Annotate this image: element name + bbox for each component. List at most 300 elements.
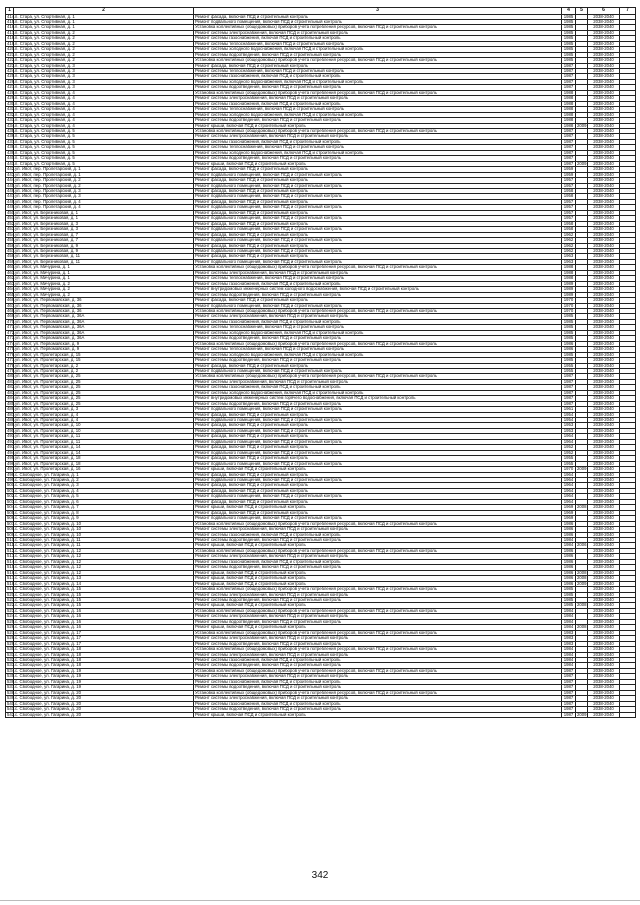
row-number-cell: 480. [7, 373, 16, 379]
column-number: 6 [588, 8, 620, 15]
build-year-cell: 1985 [562, 52, 576, 57]
address-cell: ул. Ивот, ул. Первомайская, д. 36А [14, 336, 194, 341]
build-year-cell: 1987 [562, 685, 576, 690]
address-cell: с. Свободное, ул. Гагарина, д. 9 [14, 516, 194, 521]
build-year-cell: 1988 [562, 101, 576, 106]
address-cell: с. Свободное, ул. Гагарина, д. 15 [14, 587, 194, 592]
work-type-cell: Ремонт системы теплоснабжения, включая ПСД и строительный контроль [194, 347, 562, 352]
row-number-cell: 447. [7, 193, 16, 199]
row-number-cell: 420. [7, 46, 16, 52]
build-year-cell: 1987 [562, 401, 576, 406]
build-year-cell: 1985 [562, 36, 576, 41]
work-type-cell: Ремонт системы газоснабжения, включая ПСД и строительный контроль [194, 281, 562, 286]
address-cell: с. Свободное, ул. Гагарина, д. 18 [14, 657, 194, 662]
address-cell: ул. Ивот, ул. Пролетарская, д. 15 [14, 358, 194, 363]
work-type-cell: Установка коллективных (общедомовых) приборов учета потребления ресурсов, включая ПСД и строительный контроль [194, 341, 562, 346]
address-cell: ул. Ивот, пер. Пролетарский, д. 4 [14, 199, 194, 204]
build-year-cell: 1962 [562, 243, 576, 248]
column-number: 3 [194, 8, 562, 15]
address-cell: с. Свободное, ул. Гагарина, д. 20 [14, 707, 194, 712]
address-cell: ул. Ивот, пер. Пролетарский, д. 3 [14, 194, 194, 199]
build-year-cell: 1962 [562, 232, 576, 237]
planned-period-cell: 2038-2040 [588, 238, 620, 243]
planned-period-cell: 2038-2040 [588, 668, 620, 673]
work-type-cell: Ремонт системы электроснабжения, включая ПСД и строительный контроль [194, 96, 562, 101]
row-number-cell: 532. [7, 656, 16, 662]
row-number-cell: 462. [7, 275, 16, 281]
row-number-cell: 516. [7, 569, 16, 575]
build-year-cell: 1985 [562, 336, 576, 341]
work-type-cell: Ремонт фасада, включая ПСД и строительный контроль [194, 510, 562, 515]
address-cell: с. Свободное, ул. Гагарина, д. 17 [14, 641, 194, 646]
work-type-cell: Ремонт системы холодного водоснабжения, включая ПСД и строительный контроль [194, 390, 562, 395]
planned-period-cell: 2038-2040 [588, 570, 620, 575]
address-cell: п. Стара, ул. Спортивная, д. 4 [14, 123, 194, 128]
planned-period-cell: 2038-2040 [588, 248, 620, 253]
address-cell: п. Стара, ул. Спортивная, д. 5 [14, 145, 194, 150]
planned-period-cell: 2038-2040 [588, 538, 620, 543]
planned-period-cell: 2038-2040 [588, 58, 620, 63]
work-type-cell: Ремонт фасада, включая ПСД и строительный контроль [194, 178, 562, 183]
row-number-cell: 463. [7, 280, 16, 286]
build-year-cell: 1984 [562, 657, 576, 662]
address-cell: ул. Ивот, ул. Березниковая, д. 3 [14, 221, 194, 226]
planned-period-cell: 2038-2040 [588, 707, 620, 712]
build-year-cell: 1984 [562, 543, 576, 548]
row-number-cell: 537. [7, 684, 16, 690]
build-year-cell: 1985 [562, 19, 576, 24]
row-number-cell: 486. [7, 406, 16, 412]
planned-period-cell: 2038-2040 [588, 178, 620, 183]
address-cell: с. Свободное, ул. Гагарина, д. 18 [14, 663, 194, 668]
last-repair-year-cell: 2009 [577, 160, 587, 166]
planned-period-cell: 2038-2040 [588, 41, 620, 46]
address-cell: с. Свободное, ул. Гагарина, д. 15 [14, 592, 194, 597]
work-type-cell: Ремонт подвального помещения, включая ПСД и строительный контроль [194, 461, 562, 466]
address-cell: с. Свободное, ул. Гагарина, д. 12 [14, 565, 194, 570]
build-year-cell: 1957 [562, 199, 576, 204]
row-number-cell: 425. [7, 73, 16, 79]
work-type-cell: Ремонт системы газоснабжения, включая ПСД и строительный контроль [194, 74, 562, 79]
row-number-cell: 495. [7, 455, 16, 461]
address-cell: с. Свободное, ул. Гагарина, д. 14 [14, 581, 194, 586]
row-number-cell: 535. [7, 673, 16, 679]
planned-period-cell: 2038-2040 [588, 221, 620, 226]
planned-period-cell: 2038-2040 [588, 647, 620, 652]
work-type-cell: Ремонт фасада, включая ПСД и строительный контроль [194, 221, 562, 226]
address-cell: п. Стара, ул. Спортивная, д. 2 [14, 58, 194, 63]
work-type-cell: Ремонт подвального помещения, включая ПСД и строительный контроль [194, 418, 562, 423]
address-cell: с. Свободное, ул. Гагарина, д. 19 [14, 685, 194, 690]
address-cell: п. Стара, ул. Спортивная, д. 4 [14, 96, 194, 101]
work-type-cell: Ремонт системы водоотведения, включая ПСД и строительный контроль [194, 685, 562, 690]
address-cell: п. Стара, ул. Спортивная, д. 5 [14, 129, 194, 134]
planned-period-cell: 2038-2040 [588, 499, 620, 504]
row-number-cell: 514. [7, 558, 16, 564]
planned-period-cell: 2038-2040 [588, 396, 620, 401]
build-year-cell: 1970 [562, 467, 576, 472]
planned-period-cell: 2038-2040 [588, 79, 620, 84]
work-type-cell: Ремонт крыши, включая ПСД и строительный контроль [194, 467, 562, 472]
work-type-cell: Ремонт подвального помещения, включая ПСД и строительный контроль [194, 516, 562, 521]
work-type-cell: Ремонт системы водоотведения, включая ПСД и строительный контроль [194, 156, 562, 161]
build-year-cell: 1987 [562, 396, 576, 401]
work-type-cell: Ремонт внутридомовых инженерных систем горячего водоснабжения, включая ПСД и строительный контроль [194, 396, 562, 401]
address-cell: ул. Ивот, ул. Пролетарская, д. 18 [14, 456, 194, 461]
planned-period-cell: 2038-2040 [588, 352, 620, 357]
planned-period-cell: 2038-2040 [588, 554, 620, 559]
work-type-cell: Ремонт системы электроснабжения, включая ПСД и строительный контроль [194, 652, 562, 657]
address-cell: ул. Ивот, ул. Мичурина, д. 2 [14, 287, 194, 292]
planned-period-cell: 2038-2040 [588, 559, 620, 564]
work-type-cell: Ремонт системы электроснабжения, включая ПСД и строительный контроль [194, 636, 562, 641]
build-year-cell: 1970 [562, 298, 576, 303]
build-year-cell: 1985 [562, 58, 576, 63]
work-type-cell: Ремонт системы холодного водоснабжения, включая ПСД и строительный контроль [194, 112, 562, 117]
row-number-cell: 453. [7, 226, 16, 232]
row-number-cell: 439. [7, 149, 16, 155]
work-type-cell: Установка коллективных (общедомовых) приборов учета потребления ресурсов, включая ПСД и строительный контроль [194, 668, 562, 673]
last-repair-year-cell: 2009 [577, 122, 587, 128]
planned-period-cell: 2038-2040 [588, 428, 620, 433]
planned-period-cell: 2038-2040 [588, 336, 620, 341]
planned-period-cell: 2038-2040 [588, 112, 620, 117]
address-cell: с. Свободное, ул. Гагарина, д. 18 [14, 647, 194, 652]
row-number-cell: 446. [7, 188, 16, 193]
work-type-cell: Ремонт системы водоотведения, включая ПСД и строительный контроль [194, 52, 562, 57]
planned-period-cell: 2038-2040 [588, 69, 620, 74]
build-year-cell: 1957 [562, 178, 576, 183]
work-type-cell: Ремонт подвального помещения, включая ПСД и строительный контроль [194, 238, 562, 243]
address-cell: ул. Ивот, пер. Пролетарский, д. 2 [14, 178, 194, 183]
planned-period-cell: 2038-2040 [588, 210, 620, 215]
row-number-cell: 423. [7, 62, 16, 68]
work-type-cell: Ремонт системы теплоснабжения, включая ПСД и строительный контроль [194, 69, 562, 74]
build-year-cell: 1964 [562, 478, 576, 483]
planned-period-cell: 2038-2040 [588, 52, 620, 57]
planned-period-cell: 2038-2040 [588, 565, 620, 570]
work-type-cell: Ремонт системы водоотведения, включая ПСД и строительный контроль [194, 336, 562, 341]
address-cell: ул. Ивот, ул. Березниковая, д. 7 [14, 232, 194, 237]
planned-period-cell: 2038-2040 [588, 674, 620, 679]
address-cell: с. Свободное, ул. Гагарина, д. 16 [14, 608, 194, 613]
row-number-cell: 542. [7, 711, 16, 717]
build-year-cell: 1986 [562, 532, 576, 537]
planned-period-cell: 2038-2040 [588, 521, 620, 526]
work-type-cell: Установка коллективных (общедомовых) приборов учета потребления ресурсов, включая ПСД и строительный контроль [194, 548, 562, 553]
row-number-cell: 536. [7, 678, 16, 684]
address-cell: с. Свободное, ул. Гагарина, д. 11 [14, 538, 194, 543]
work-type-cell: Ремонт фасада, включая ПСД и строительный контроль [194, 199, 562, 204]
row-number-cell: 492. [7, 438, 16, 444]
planned-period-cell: 2038-2040 [588, 467, 620, 472]
address-cell: ул. Ивот, ул. Мичурина, д. 1 [14, 265, 194, 270]
build-year-cell: 1987 [562, 712, 576, 717]
address-cell: с. Свободное, ул. Гагарина, д. 13 [14, 576, 194, 581]
build-year-cell: 1985 [562, 592, 576, 597]
work-type-cell: Ремонт подвального помещения, включая ПСД и строительный контроль [194, 478, 562, 483]
work-type-cell: Ремонт системы теплоснабжения, включая ПСД и строительный контроль [194, 107, 562, 112]
work-type-cell: Установка коллективных (общедомовых) приборов учета потребления ресурсов, включая ПСД и строительный контроль [194, 374, 562, 379]
address-cell: п. Стара, ул. Спортивная, д. 2 [14, 36, 194, 41]
work-type-cell: Ремонт фасада, включая ПСД и строительный контроль [194, 189, 562, 194]
build-year-cell: 1954 [562, 412, 576, 417]
planned-period-cell: 2038-2040 [588, 330, 620, 335]
row-number-cell: 426. [7, 78, 16, 84]
address-cell: с. Свободное, ул. Гагарина, д. 12 [14, 554, 194, 559]
build-year-cell: 1955 [562, 461, 576, 466]
address-cell: с. Свободное, ул. Гагарина, д. 11 [14, 543, 194, 548]
row-number-cell: 509. [7, 531, 16, 537]
row-number-cell: 434. [7, 122, 16, 128]
row-number-cell: 429. [7, 95, 16, 101]
planned-period-cell: 2038-2040 [588, 412, 620, 417]
build-year-cell: 1986 [562, 347, 576, 352]
row-number-cell: 481. [7, 378, 16, 384]
row-number-cell: 512. [7, 547, 16, 553]
planned-period-cell: 2038-2040 [588, 85, 620, 90]
work-type-cell: Ремонт подвального помещения, включая ПСД и строительный контроль [194, 303, 562, 308]
planned-period-cell: 2038-2040 [588, 90, 620, 95]
work-type-cell: Ремонт системы холодного водоснабжения, включая ПСД и строительный контроль [194, 79, 562, 84]
work-type-cell: Установка коллективных (общедомовых) приборов учета потребления ресурсов, включая ПСД и строительный контроль [194, 265, 562, 270]
work-type-cell: Ремонт системы водоотведения, включая ПСД и строительный контроль [194, 619, 562, 624]
work-type-cell: Ремонт системы теплоснабжения, включая ПСД и строительный контроль [194, 41, 562, 46]
row-number-cell: 418. [7, 35, 16, 41]
row-number-cell: 470. [7, 318, 16, 324]
build-year-cell: 1970 [562, 308, 576, 313]
build-year-cell: 1985 [562, 330, 576, 335]
address-cell: с. Свободное, ул. Гагарина, д. 20 [14, 701, 194, 706]
build-year-cell: 1983 [562, 641, 576, 646]
address-cell: ул. Ивот, пер. Пролетарский, д. 1 [14, 172, 194, 177]
work-type-cell: Ремонт фасада, включая ПСД и строительный контроль [194, 254, 562, 259]
row-number-cell: 448. [7, 198, 16, 204]
row-number-cell: 511. [7, 542, 16, 548]
work-type-cell: Ремонт крыши, включая ПСД и строительный контроль [194, 712, 562, 717]
row-number-cell: 508. [7, 526, 16, 532]
planned-period-cell: 2038-2040 [588, 488, 620, 493]
build-year-cell: 1957 [562, 216, 576, 221]
work-type-cell: Ремонт фасада, включая ПСД и строительный контроль [194, 483, 562, 488]
address-cell: п. Стара, ул. Спортивная, д. 2 [14, 41, 194, 46]
build-year-cell: 1986 [562, 521, 576, 526]
build-year-cell: 1984 [562, 652, 576, 657]
row-number-cell: 500. [7, 482, 16, 488]
work-type-cell: Установка коллективных (общедомовых) приборов учета потребления ресурсов, включая ПСД и строительный контроль [194, 308, 562, 313]
work-type-cell: Ремонт подвального помещения, включая ПСД и строительный контроль [194, 248, 562, 253]
row-number-cell: 534. [7, 667, 16, 673]
address-cell: ул. Ивот, ул. Мичурина, д. 1 [14, 270, 194, 275]
work-type-cell: Ремонт подвального помещения, включая ПСД и строительный контроль [194, 227, 562, 232]
build-year-cell: 1988 [562, 123, 576, 128]
work-type-cell: Ремонт системы газоснабжения, включая ПСД и строительный контроль [194, 101, 562, 106]
build-year-cell: 1986 [562, 341, 576, 346]
planned-period-cell: 2038-2040 [588, 679, 620, 684]
build-year-cell: 1987 [562, 674, 576, 679]
build-year-cell: 1987 [562, 690, 576, 695]
row-number-cell: 538. [7, 689, 16, 695]
row-number-cell: 483. [7, 389, 16, 395]
planned-period-cell: 2038-2040 [588, 434, 620, 439]
address-cell: с. Свободное, ул. Гагарина, д. 15 [14, 603, 194, 608]
work-type-cell: Ремонт подвального помещения, включая ПСД и строительный контроль [194, 368, 562, 373]
address-cell: ул. Ивот, ул. Первомайская, д. 9 [14, 341, 194, 346]
build-year-cell: 1984 [562, 663, 576, 668]
row-number-cell: 435. [7, 128, 16, 134]
row-number-cell: 475. [7, 346, 16, 352]
row-number-cell: 466. [7, 297, 16, 303]
planned-period-cell: 2038-2040 [588, 401, 620, 406]
planned-period-cell: 2038-2040 [588, 510, 620, 515]
row-number-cell: 468. [7, 307, 16, 313]
planned-period-cell: 2038-2040 [588, 341, 620, 346]
build-year-cell: 1983 [562, 630, 576, 635]
planned-period-cell: 2038-2040 [588, 36, 620, 41]
planned-period-cell: 2038-2040 [588, 303, 620, 308]
build-year-cell: 1986 [562, 559, 576, 564]
last-repair-year-cell: 2009 [577, 580, 587, 586]
address-cell: с. Свободное, ул. Гагарина, д. 17 [14, 630, 194, 635]
address-cell: п. Стара, ул. Спортивная, д. 5 [14, 139, 194, 144]
last-repair-year-cell: 2008 [577, 504, 587, 510]
address-cell: с. Свободное, ул. Гагарина, д. 18 [14, 652, 194, 657]
row-number-cell: 441. [7, 160, 16, 166]
build-year-cell: 1988 [562, 270, 576, 275]
work-type-cell: Ремонт подвального помещения, включая ПСД и строительный контроль [194, 450, 562, 455]
row-number-cell: 503. [7, 498, 16, 504]
work-type-cell: Ремонт системы электроснабжения, включая ПСД и строительный контроль [194, 592, 562, 597]
column-number: 4 [562, 8, 576, 15]
planned-period-cell: 2038-2040 [588, 368, 620, 373]
planned-period-cell: 2038-2040 [588, 439, 620, 444]
work-type-cell: Ремонт крыши, включая ПСД и строительный контроль [194, 505, 562, 510]
build-year-cell: 1986 [562, 570, 576, 575]
address-cell: с. Свободное, ул. Гагарина, д. 19 [14, 668, 194, 673]
row-number-cell: 444. [7, 177, 16, 183]
build-year-cell: 1969 [562, 505, 576, 510]
row-number-cell: 455. [7, 237, 16, 243]
work-type-cell: Ремонт системы водоотведения, включая ПСД и строительный контроль [194, 538, 562, 543]
work-type-cell: Ремонт системы водоотведения, включая ПСД и строительный контроль [194, 401, 562, 406]
work-type-cell: Установка коллективных (общедомовых) приборов учета потребления ресурсов, включая ПСД и строительный контроль [194, 587, 562, 592]
work-type-cell: Ремонт системы газоснабжения, включая ПСД и строительный контроль [194, 385, 562, 390]
address-cell: ул. Ивот, ул. Пролетарская, д. 25 [14, 401, 194, 406]
work-type-cell: Ремонт крыши, включая ПСД и строительный контроль [194, 625, 562, 630]
planned-period-cell: 2038-2040 [588, 134, 620, 139]
build-year-cell: 1988 [562, 276, 576, 281]
address-cell: ул. Ивот, ул. Пролетарская, д. 25 [14, 396, 194, 401]
planned-period-cell: 2038-2040 [588, 478, 620, 483]
address-cell: п. Стара, ул. Спортивная, д. 3 [14, 79, 194, 84]
row-number-cell: 452. [7, 220, 16, 226]
build-year-cell: 1958 [562, 194, 576, 199]
address-cell: ул. Ивот, пер. Пролетарский, д. 1 [14, 167, 194, 172]
work-type-cell: Ремонт системы электроснабжения, включая ПСД и строительный контроль [194, 614, 562, 619]
work-type-cell: Ремонт подвального помещения, включая ПСД и строительный контроль [194, 439, 562, 444]
address-cell: ул. Ивот, ул. Мичурина, д. 2 [14, 292, 194, 297]
work-type-cell: Ремонт фасада, включая ПСД и строительный контроль [194, 488, 562, 493]
address-cell: ул. Ивот, ул. Первомайская, д. 36А [14, 314, 194, 319]
row-number-cell: 489. [7, 422, 16, 428]
work-type-cell: Установка коллективных (общедомовых) приборов учета потребления ресурсов, включая ПСД и строительный контроль [194, 129, 562, 134]
work-type-cell: Ремонт системы теплоснабжения, включая ПСД и строительный контроль [194, 145, 562, 150]
address-cell: ул. Ивот, ул. Пролетарская, д. 25 [14, 390, 194, 395]
address-cell: с. Свободное, ул. Гагарина, д. 1 [14, 472, 194, 477]
build-year-cell: 1958 [562, 221, 576, 226]
row-number-cell: 530. [7, 646, 16, 652]
build-year-cell: 1962 [562, 248, 576, 253]
row-number-cell: 522. [7, 602, 16, 608]
row-number-cell: 519. [7, 586, 16, 592]
address-cell: ул. Ивот, ул. Березниковая, д. 9 [14, 248, 194, 253]
address-cell: с. Свободное, ул. Гагарина, д. 19 [14, 679, 194, 684]
row-number-cell: 502. [7, 493, 16, 499]
build-year-cell: 1988 [562, 90, 576, 95]
work-type-cell: Ремонт системы водоотведения, включая ПСД и строительный контроль [194, 358, 562, 363]
planned-period-cell: 2038-2040 [588, 319, 620, 324]
row-number-cell: 527. [7, 629, 16, 635]
planned-period-cell: 2038-2040 [588, 358, 620, 363]
build-year-cell: 1988 [562, 96, 576, 101]
row-number-cell: 431. [7, 106, 16, 112]
row-number-cell: 529. [7, 640, 16, 646]
row-number-cell: 430. [7, 100, 16, 106]
planned-period-cell: 2038-2040 [588, 347, 620, 352]
row-number-cell: 445. [7, 182, 16, 188]
address-cell: ул. Ивот, ул. Березниковая, д. 3 [14, 227, 194, 232]
build-year-cell: 1987 [562, 374, 576, 379]
address-cell: с. Свободное, ул. Гагарина, д. 6 [14, 499, 194, 504]
row-number-cell: 419. [7, 40, 16, 46]
row-number-cell: 520. [7, 591, 16, 597]
row-number-cell: 469. [7, 313, 16, 319]
planned-period-cell: 2038-2040 [588, 418, 620, 423]
build-year-cell: 1959 [562, 172, 576, 177]
build-year-cell: 1984 [562, 614, 576, 619]
row-number-cell: 440. [7, 155, 16, 161]
build-year-cell: 1969 [562, 510, 576, 515]
address-cell: п. Стара, ул. Спортивная, д. 4 [14, 112, 194, 117]
build-year-cell: 1984 [562, 647, 576, 652]
address-cell: с. Свободное, ул. Гагарина, д. 19 [14, 674, 194, 679]
row-number-cell: 428. [7, 89, 16, 95]
address-cell: ул. Ивот, ул. Пролетарская, д. 25 [14, 379, 194, 384]
work-type-cell: Ремонт системы теплоснабжения, включая ПСД и строительный контроль [194, 325, 562, 330]
register-sheet [5, 7, 635, 718]
address-cell: ул. Ивот, ул. Мичурина, д. 2 [14, 281, 194, 286]
build-year-cell: 1984 [562, 538, 576, 543]
row-number-cell: 526. [7, 624, 16, 630]
address-cell: с. Свободное, ул. Гагарина, д. 20 [14, 690, 194, 695]
row-number-cell: 438. [7, 144, 16, 150]
row-number-cell: 472. [7, 329, 16, 335]
address-cell: ул. Ивот, ул. Пролетарская, д. 15 [14, 352, 194, 357]
work-type-cell: Установка коллективных (общедомовых) приборов учета потребления ресурсов, включая ПСД и строительный контроль [194, 521, 562, 526]
row-number-cell: 414. [7, 13, 16, 19]
planned-period-cell: 2038-2040 [588, 243, 620, 248]
address-cell: ул. Ивот, ул. Березниковая, д. 11 [14, 259, 194, 264]
build-year-cell: 1988 [562, 107, 576, 112]
work-type-cell: Ремонт подвального помещения, включая ПСД и строительный контроль [194, 428, 562, 433]
row-number-cell: 497. [7, 466, 16, 472]
planned-period-cell: 2038-2040 [588, 390, 620, 395]
planned-period-cell: 2038-2040 [588, 14, 620, 19]
address-cell: ул. Ивот, ул. Пролетарская, д. 11 [14, 439, 194, 444]
address-cell: п. Стара, ул. Спортивная, д. 4 [14, 118, 194, 123]
row-number-cell: 477. [7, 357, 16, 363]
address-cell: ул. Ивот, ул. Первомайская, д. 9 [14, 347, 194, 352]
